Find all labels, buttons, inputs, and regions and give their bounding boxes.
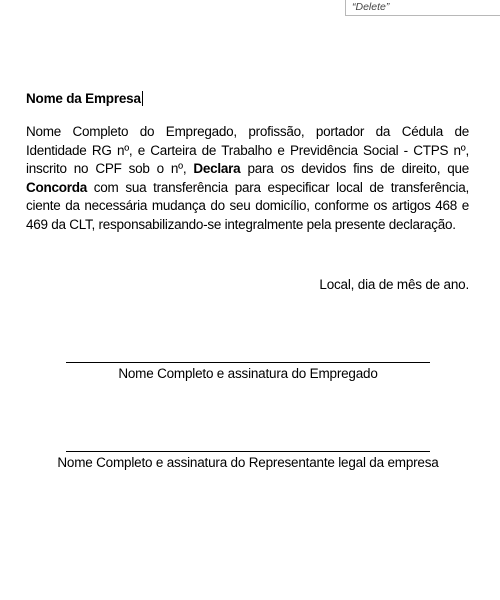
- paragraph-bold-declara: Declara: [193, 161, 241, 177]
- signature-line-representative: [66, 451, 430, 452]
- declaration-paragraph: [26, 123, 469, 235]
- paragraph-part-1: Nome Completo do Empregado, profissão, portador da Cédula de Identidade RG nº, e Carteira de Trabalho e Previdência Social - CTPS nº, inscrito no CPF sob o nº,: [26, 124, 469, 177]
- paragraph-part-3: com sua transferência para especificar local de transferência, ciente da necessária mudança do seu domicílio, conforme os artigos 468 e 469 da CLT, responsabilizando-se integralmente pela presente declaração.: [26, 179, 469, 232]
- signature-line-employee: [66, 362, 430, 363]
- paragraph-part-2: para os devidos fins de direito, que: [240, 161, 469, 177]
- signature-label-representative: Nome Completo e assinatura do Representante legal da empresa: [57, 455, 439, 470]
- signature-label-employee: Nome Completo e assinatura do Empregado: [118, 366, 378, 381]
- paragraph-bold-concorda: Concorda: [26, 179, 88, 195]
- text-cursor: [142, 91, 143, 106]
- company-name: [26, 91, 143, 107]
- comment-balloon[interactable]: [345, 0, 500, 16]
- comment-text: “Delete”: [352, 1, 390, 13]
- company-name-text: Nome da Empresa: [26, 91, 141, 106]
- place-date-line: Local, dia de mês de ano.: [319, 277, 469, 292]
